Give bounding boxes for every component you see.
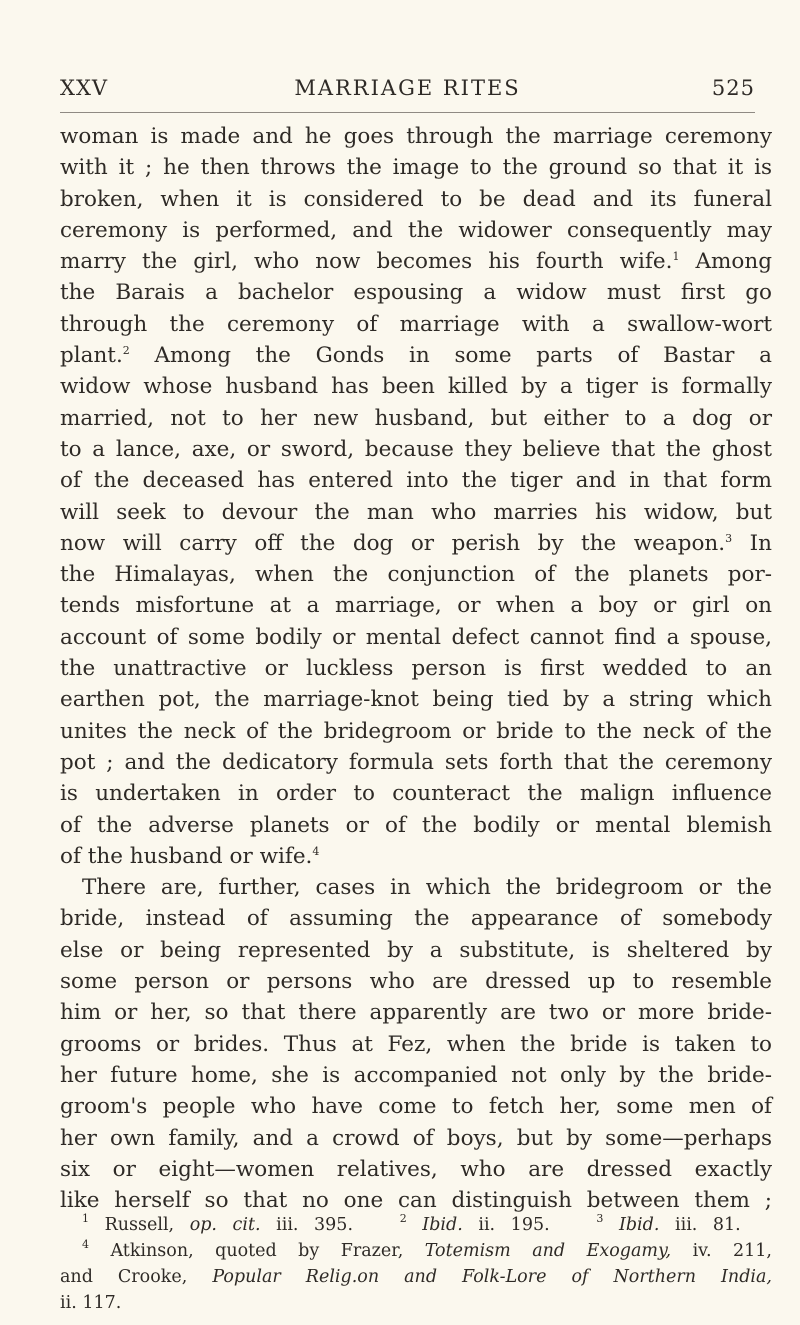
text-line: will seek to devour the man who marries his widow, but [60,499,772,525]
footnote-italic: Ibid. [618,1215,660,1235]
footnote-text: iii. 395. [276,1215,354,1235]
footnotes [60,1212,772,1316]
footnote-italic: Totemism and Exogamy, [424,1241,672,1261]
text-line [60,340,772,371]
footnote-row [60,1264,772,1290]
footnote-text: and Crooke, [60,1267,188,1287]
footnote-ref: 1 [672,250,680,264]
text-line: grooms or brides. Thus at Fez, when the bride is taken to [60,1031,772,1057]
footnote-text: ii. 195. [478,1215,550,1235]
text-line: of the deceased has entered into the tiger and in that form [60,468,772,494]
text-line: through the ceremony of marriage with a swallow-wort [60,311,772,337]
text-segment: now will carry off the dog or perish by the weapon. [60,530,726,556]
text-line: unites the neck of the bridegroom or bride to the neck of the [60,718,772,744]
text-segment: Among the Gonds in some parts of Bastar a [154,343,772,369]
chapter-number: XXV [60,76,109,100]
text-line: pot ; and the dedicatory formula sets forth that the ceremony [60,749,772,775]
page-number: 525 [711,76,755,100]
text-line: married, not to her new husband, but either to a dog or [60,405,772,431]
text-line: is undertaken in order to counteract the malign influence [60,781,772,807]
text-line: ceremony is performed, and the widower consequently may [60,217,772,243]
text-line: else or being represented by a substitute, is sheltered by [60,937,772,963]
footnote-text: iii. 81. [675,1215,741,1235]
text-line: the Barais a bachelor espousing a widow must first go [60,280,772,306]
footnote-number: 2 [399,1212,407,1225]
text-line: earthen pot, the marriage-knot being tied by a string which [60,687,772,713]
footnote-row [60,1212,772,1238]
text-line: tends misfortune at a marriage, or when a boy or girl on [60,593,772,619]
text-line: six or eight—women relatives, who are dressed exactly [60,1156,772,1182]
footnote-number: 3 [596,1212,604,1225]
footnote-text: iv. 211, [692,1241,772,1261]
text-line: her future home, she is accompanied not only by the bride- [60,1062,772,1088]
footnote-italic: Popular Relig.on and Folk-Lore of Northern India, [212,1267,772,1287]
text-line: woman is made and he goes through the marriage ceremony [60,124,772,149]
footnote-ref: 3 [725,531,733,545]
running-header [60,76,755,106]
text-line: the unattractive or luckless person is first wedded to an [60,656,772,682]
footnote-italic: op. cit. [189,1215,261,1235]
text-line: account of some bodily or mental defect cannot find a spouse, [60,624,772,650]
text-segment: Among [695,249,772,275]
text-line [60,528,772,559]
body-text [60,121,772,1216]
text-line [60,841,772,872]
footnote-number: 4 [82,1238,89,1251]
footnote-ref: 2 [122,344,130,358]
footnote-text: Atkinson, quoted by Frazer, [110,1241,404,1261]
footnote-text: Russell, [104,1215,175,1235]
text-line: widow whose husband has been killed by a tiger is formally [60,374,772,400]
text-line: with it ; he then throws the image to the ground so that it is [60,155,772,181]
footnote-ref: 4 [312,844,320,858]
text-line: to a lance, axe, or sword, because they believe that the ghost [60,436,772,462]
text-segment: plant. [60,343,123,369]
text-line: the Himalayas, when the conjunction of the planets por- [60,562,772,588]
text-line: him or her, so that there apparently are two or more bride- [60,1000,772,1026]
text-line: of the adverse planets or of the bodily or mental blemish [60,812,772,838]
text-segment: marry the girl, who now becomes his fourth wife. [60,249,673,275]
text-line: some person or persons who are dressed up to resemble [60,969,772,995]
text-line: her own family, and a crowd of boys, but by some—perhaps [60,1125,772,1151]
text-segment: of the husband or wife. [60,843,313,869]
paragraph-start: There are, further, cases in which the bridegroom or the [82,875,772,901]
footnote-italic: Ibid. [422,1215,463,1235]
header-rule [60,112,755,113]
text-line: like herself so that no one can distinguish between them ; [60,1188,772,1214]
footnote-row: ii. 117. [60,1293,122,1313]
text-segment: In [749,530,772,556]
text-line: bride, instead of assuming the appearance of somebody [60,906,772,932]
footnote-number: 1 [82,1212,89,1225]
running-title: MARRIAGE RITES [294,76,521,100]
text-line: broken, when it is considered to be dead and its funeral [60,186,772,212]
text-line: groom's people who have come to fetch her, some men of [60,1094,772,1120]
text-line [60,246,772,277]
footnote-row [60,1238,772,1264]
